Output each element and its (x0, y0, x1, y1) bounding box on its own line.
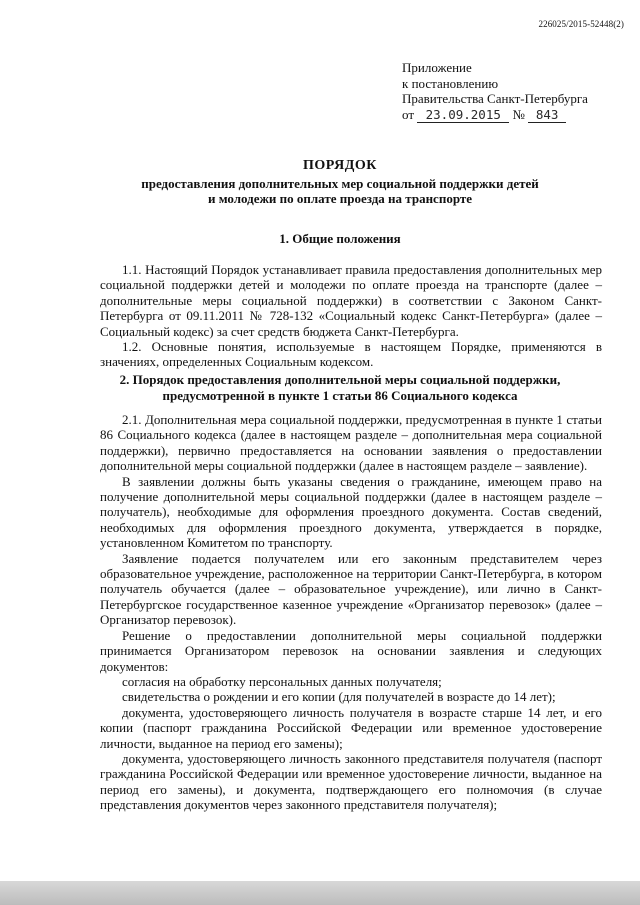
paragraph: 2.1. Дополнительная мера социальной поддержки, предусмотренная в пункте 1 статьи 86 Социального кодекса (далее в настоящем разделе – дополнительная мера социальной поддержки), первично предоставляется на основании заявления о предоставлении дополнительной меры социальной поддержки (далее в настоящем разделе – заявление). (100, 412, 602, 474)
number-label: № (512, 106, 525, 122)
section-2-body (100, 412, 602, 813)
section-2-heading (80, 372, 600, 404)
paragraph: 1.1. Настоящий Порядок устанавливает правила предоставления дополнительных мер социальной поддержки детей и молодежи по оплате проезда на транспорте (далее – дополнительные меры социальной поддержки) в соответствии с Законом Санкт-Петербурга от 09.11.2011 № 728-132 «Социальный кодекс Санкт-Петербурга» (далее – Социальный кодекс) за счет средств бюджета Санкт-Петербурга. (100, 262, 602, 339)
section-1-heading: 1. Общие положения (279, 231, 401, 246)
list-item: документа, удостоверяющего личность законного представителя получателя (паспорт гражданина Российской Федерации или временное удостоверение личности, выданное на период его замены), и документа, подтверждающего его полномочия (в случае представления документов через законного представителя получателя); (100, 750, 602, 813)
section-2-heading-line-1: 2. Порядок предоставления дополнительной меры социальной поддержки, (119, 372, 561, 387)
appendix-block (402, 60, 602, 123)
scan-bottom-edge (0, 881, 640, 905)
appendix-reference (402, 107, 602, 124)
paragraph: Решение о предоставлении дополнительной меры социальной поддержки принимается Организатором перевозок на основании заявления и следующих документов: (100, 627, 602, 674)
paragraph: 1.2. Основные понятия, используемые в настоящем Порядке, применяются в значениях, определенных Социальным кодексом. (100, 339, 602, 370)
document-id: 226025/2015-52448(2) (538, 19, 624, 29)
document-title (80, 158, 600, 207)
list-item: свидетельства о рождении и его копии (для получателей в возрасте до 14 лет); (122, 689, 556, 705)
decree-number: 843 (528, 107, 566, 124)
section-2-heading-line-2: предусмотренной в пункте 1 статьи 86 Социального кодекса (162, 388, 518, 403)
paragraph: В заявлении должны быть указаны сведения о гражданине, имеющем право на получение дополнительной меры социальной поддержки (далее в настоящем разделе – получатель), необходимые для оформления проездного документа. Состав сведений, необходимых для оформления проездного документа, утверждается в порядке, установленном Комитетом по транспорту. (100, 473, 602, 551)
list-item: документа, удостоверяющего личность получателя в возрасте старше 14 лет, и его копии (паспорт гражданина Российской Федерации или временное удостоверение личности, выданное на период его замены); (100, 704, 602, 751)
list-item: согласия на обработку персональных данных получателя; (122, 673, 442, 689)
from-label: от (402, 106, 415, 122)
paragraph: Заявление подается получателем или его законным представителем через образовательное учреждение, расположенное на территории Санкт-Петербурга, в котором получатель обучается (далее – образовательное учреждение), или лично в Санкт-Петербургское государственное казенное учреждение «Организатор перевозок» (далее – Организатор перевозок). (100, 550, 602, 628)
appendix-line-3: Правительства Санкт-Петербурга (402, 91, 588, 106)
title-main: ПОРЯДОК (303, 158, 377, 173)
decree-date: 23.09.2015 (417, 107, 509, 124)
appendix-line-2: к постановлению (402, 75, 499, 91)
appendix-line-1: Приложение (402, 60, 472, 75)
section-1-body (100, 262, 602, 370)
title-sub-line-2: и молодежи по оплате проезда на транспорте (207, 191, 473, 206)
title-sub-line-1: предоставления дополнительных мер социальной поддержки детей (141, 175, 539, 191)
